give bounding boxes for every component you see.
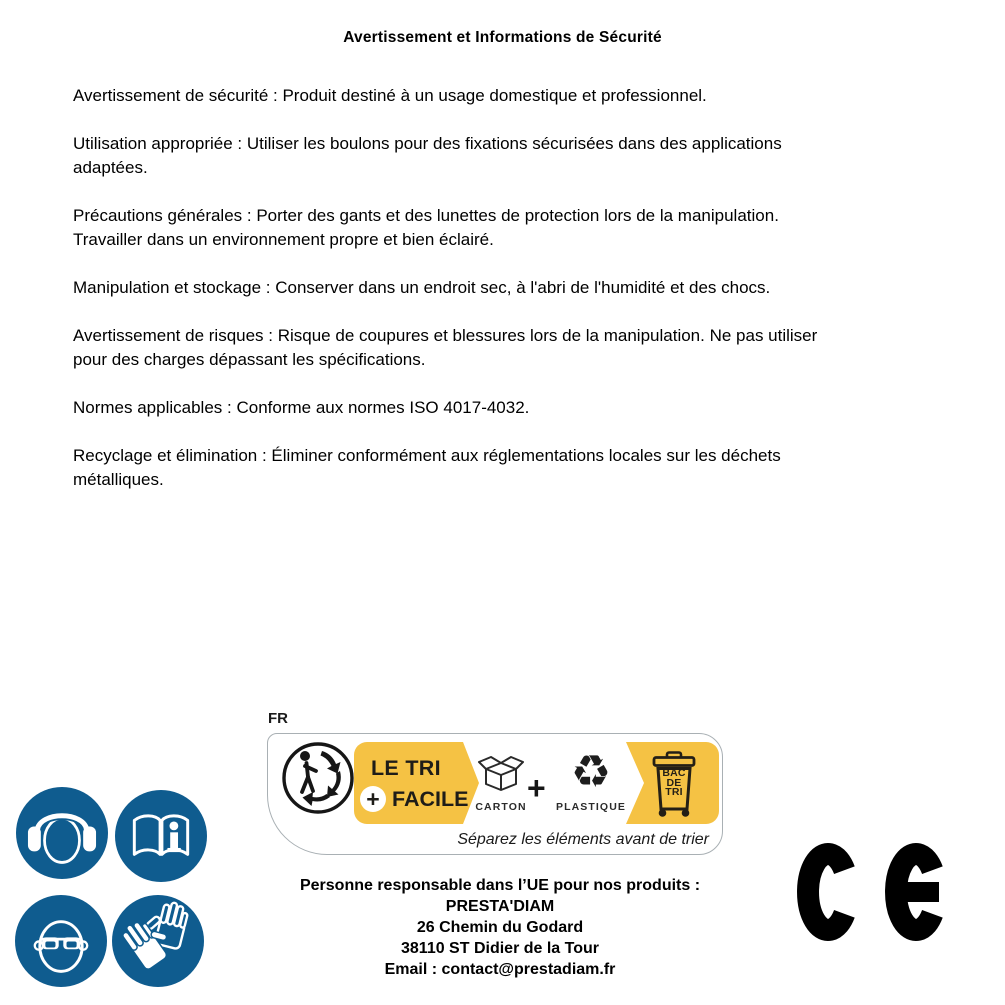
info-tri-banner [354, 742, 719, 824]
eye-protection-icon [15, 895, 107, 987]
address-city: 38110 ST Didier de la Tour [401, 940, 599, 957]
paragraph-safety-warning: Avertissement de sécurité : Produit destiné à un usage domestique et professionnel. [73, 86, 707, 105]
material-label-carton: CARTON [475, 801, 527, 813]
contact-email: Email : contact@prestadiam.fr [384, 961, 616, 978]
hand-protection-icon [112, 895, 204, 987]
safety-paragraphs [73, 84, 953, 516]
ce-mark-icon [797, 842, 949, 942]
responsible-person-block [240, 875, 760, 980]
paragraph-handling-storage: Manipulation et stockage : Conserver dans un endroit sec, à l'abri de l'humidité et des chocs. [73, 278, 771, 297]
bin-text: BAC DE TRI [662, 767, 686, 798]
paragraph-risk-warning: Avertissement de risques : Risque de coupures et blessures lors de la manipulation. Ne pas utiliser pour des charges dépassant les spécifications. [73, 326, 818, 369]
tri-headline-line1: LE TRI [371, 756, 441, 780]
sorting-bin-icon [646, 751, 702, 819]
company-name: PRESTA'DIAM [445, 898, 555, 915]
responsible-intro: Personne responsable dans l’UE pour nos produits : [299, 877, 701, 894]
plastic-recycle-icon: ♻ [570, 745, 612, 798]
ear-protection-icon [16, 787, 108, 879]
carton-box-icon [476, 749, 526, 795]
paragraph-appropriate-use: Utilisation appropriée : Utiliser les boulons pour des fixations sécurisées dans des applications adaptées. [73, 134, 782, 177]
paragraph-general-precautions: Précautions générales : Porter des gants et des lunettes de protection lors de la manipulation. Travailler dans un environnement propre et bien éclairé. [73, 206, 779, 249]
paragraph-applicable-standards: Normes applicables : Conforme aux normes ISO 4017-4032. [73, 398, 530, 417]
paragraph-recycling-disposal: Recyclage et élimination : Éliminer conformément aux réglementations locales sur les déchets métalliques. [73, 446, 781, 489]
read-manual-icon [115, 790, 207, 882]
sorting-tagline: Séparez les éléments avant de trier [457, 831, 709, 848]
country-code-label: FR [268, 710, 288, 727]
recycling-sorting-label [267, 733, 723, 855]
material-label-plastique: PLASTIQUE [556, 801, 626, 813]
plus-badge-icon: + [360, 786, 386, 812]
triman-icon [279, 739, 357, 817]
tri-headline-line2: FACILE [392, 787, 469, 811]
plus-joiner: + [527, 770, 546, 806]
page-title: Avertissement et Informations de Sécurité [343, 29, 662, 46]
address-street: 26 Chemin du Godard [416, 919, 584, 936]
